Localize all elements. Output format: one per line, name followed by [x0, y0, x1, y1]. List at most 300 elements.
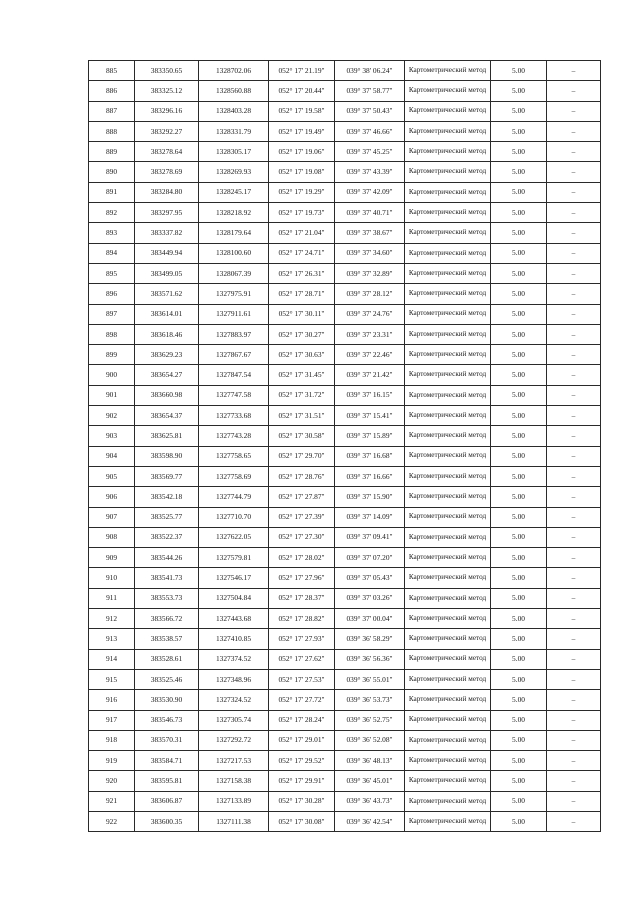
longitude-cell: 039° 37' 24.76" [335, 304, 405, 324]
method-cell: Картометрический метод [405, 385, 491, 405]
point-number-cell: 903 [89, 426, 135, 446]
point-number-cell: 894 [89, 243, 135, 263]
method-cell: Картометрический метод [405, 426, 491, 446]
description-cell: – [547, 121, 601, 141]
latitude-cell: 052° 17' 31.72" [269, 385, 335, 405]
method-cell: Картометрический метод [405, 669, 491, 689]
y-coordinate-cell: 1328179.64 [199, 223, 269, 243]
x-coordinate-cell: 383625.81 [135, 426, 199, 446]
accuracy-cell: 5.00 [491, 406, 547, 426]
point-number-cell: 908 [89, 527, 135, 547]
table-row [89, 548, 601, 568]
table-row [89, 304, 601, 324]
table-row [89, 466, 601, 486]
table-row [89, 203, 601, 223]
longitude-cell: 039° 37' 28.12" [335, 284, 405, 304]
x-coordinate-cell: 383544.26 [135, 548, 199, 568]
accuracy-cell: 5.00 [491, 142, 547, 162]
point-number-cell: 907 [89, 507, 135, 527]
method-cell: Картометрический метод [405, 487, 491, 507]
longitude-cell: 039° 37' 38.67" [335, 223, 405, 243]
y-coordinate-cell: 1327622.05 [199, 527, 269, 547]
x-coordinate-cell: 383584.71 [135, 751, 199, 771]
point-number-cell: 909 [89, 548, 135, 568]
accuracy-cell: 5.00 [491, 588, 547, 608]
y-coordinate-cell: 1328100.60 [199, 243, 269, 263]
longitude-cell: 039° 36' 56.36" [335, 649, 405, 669]
point-number-cell: 921 [89, 791, 135, 811]
point-number-cell: 887 [89, 101, 135, 121]
point-number-cell: 904 [89, 446, 135, 466]
point-number-cell: 901 [89, 385, 135, 405]
latitude-cell: 052° 17' 27.93" [269, 629, 335, 649]
table-row [89, 385, 601, 405]
table-row [89, 730, 601, 750]
latitude-cell: 052° 17' 28.82" [269, 609, 335, 629]
accuracy-cell: 5.00 [491, 568, 547, 588]
y-coordinate-cell: 1327883.97 [199, 324, 269, 344]
accuracy-cell: 5.00 [491, 324, 547, 344]
method-cell: Картометрический метод [405, 527, 491, 547]
method-cell: Картометрический метод [405, 710, 491, 730]
latitude-cell: 052° 17' 27.30" [269, 527, 335, 547]
description-cell: – [547, 548, 601, 568]
y-coordinate-cell: 1327305.74 [199, 710, 269, 730]
description-cell: – [547, 345, 601, 365]
y-coordinate-cell: 1328245.17 [199, 182, 269, 202]
y-coordinate-cell: 1327217.53 [199, 751, 269, 771]
y-coordinate-cell: 1327758.65 [199, 446, 269, 466]
y-coordinate-cell: 1327747.58 [199, 385, 269, 405]
description-cell: – [547, 81, 601, 101]
description-cell: – [547, 304, 601, 324]
latitude-cell: 052° 17' 19.29" [269, 182, 335, 202]
longitude-cell: 039° 37' 16.66" [335, 466, 405, 486]
y-coordinate-cell: 1327410.85 [199, 629, 269, 649]
accuracy-cell: 5.00 [491, 690, 547, 710]
x-coordinate-cell: 383566.72 [135, 609, 199, 629]
description-cell: – [547, 649, 601, 669]
latitude-cell: 052° 17' 28.37" [269, 588, 335, 608]
point-number-cell: 911 [89, 588, 135, 608]
point-number-cell: 892 [89, 203, 135, 223]
table-row [89, 182, 601, 202]
method-cell: Картометрический метод [405, 446, 491, 466]
latitude-cell: 052° 17' 19.06" [269, 142, 335, 162]
longitude-cell: 039° 36' 42.54" [335, 811, 405, 831]
y-coordinate-cell: 1327847.54 [199, 365, 269, 385]
table-row [89, 446, 601, 466]
accuracy-cell: 5.00 [491, 771, 547, 791]
table-row [89, 121, 601, 141]
table-row [89, 223, 601, 243]
y-coordinate-cell: 1327504.84 [199, 588, 269, 608]
latitude-cell: 052° 17' 26.31" [269, 263, 335, 283]
table-row [89, 629, 601, 649]
table-row [89, 669, 601, 689]
point-number-cell: 888 [89, 121, 135, 141]
latitude-cell: 052° 17' 27.87" [269, 487, 335, 507]
method-cell: Картометрический метод [405, 81, 491, 101]
latitude-cell: 052° 17' 29.01" [269, 730, 335, 750]
description-cell: – [547, 61, 601, 81]
method-cell: Картометрический метод [405, 507, 491, 527]
method-cell: Картометрический метод [405, 811, 491, 831]
latitude-cell: 052° 17' 19.58" [269, 101, 335, 121]
method-cell: Картометрический метод [405, 324, 491, 344]
latitude-cell: 052° 17' 27.53" [269, 669, 335, 689]
table-row [89, 649, 601, 669]
table-row [89, 507, 601, 527]
y-coordinate-cell: 1327911.61 [199, 304, 269, 324]
method-cell: Картометрический метод [405, 365, 491, 385]
method-cell: Картометрический метод [405, 466, 491, 486]
method-cell: Картометрический метод [405, 649, 491, 669]
x-coordinate-cell: 383660.98 [135, 385, 199, 405]
x-coordinate-cell: 383546.73 [135, 710, 199, 730]
point-number-cell: 916 [89, 690, 135, 710]
x-coordinate-cell: 383528.61 [135, 649, 199, 669]
latitude-cell: 052° 17' 30.58" [269, 426, 335, 446]
x-coordinate-cell: 383571.62 [135, 284, 199, 304]
y-coordinate-cell: 1327443.68 [199, 609, 269, 629]
longitude-cell: 039° 37' 15.89" [335, 426, 405, 446]
y-coordinate-cell: 1328560.88 [199, 81, 269, 101]
method-cell: Картометрический метод [405, 406, 491, 426]
method-cell: Картометрический метод [405, 791, 491, 811]
x-coordinate-cell: 383654.37 [135, 406, 199, 426]
longitude-cell: 039° 36' 48.13" [335, 751, 405, 771]
accuracy-cell: 5.00 [491, 304, 547, 324]
method-cell: Картометрический метод [405, 345, 491, 365]
point-number-cell: 896 [89, 284, 135, 304]
y-coordinate-cell: 1327733.68 [199, 406, 269, 426]
description-cell: – [547, 406, 601, 426]
point-number-cell: 910 [89, 568, 135, 588]
description-cell: – [547, 669, 601, 689]
longitude-cell: 039° 37' 05.43" [335, 568, 405, 588]
x-coordinate-cell: 383525.77 [135, 507, 199, 527]
point-number-cell: 922 [89, 811, 135, 831]
y-coordinate-cell: 1327867.67 [199, 345, 269, 365]
x-coordinate-cell: 383350.65 [135, 61, 199, 81]
point-number-cell: 917 [89, 710, 135, 730]
x-coordinate-cell: 383569.77 [135, 466, 199, 486]
latitude-cell: 052° 17' 27.39" [269, 507, 335, 527]
accuracy-cell: 5.00 [491, 751, 547, 771]
description-cell: – [547, 730, 601, 750]
longitude-cell: 039° 36' 43.73" [335, 791, 405, 811]
latitude-cell: 052° 17' 30.28" [269, 791, 335, 811]
method-cell: Картометрический метод [405, 751, 491, 771]
method-cell: Картометрический метод [405, 730, 491, 750]
x-coordinate-cell: 383530.90 [135, 690, 199, 710]
table-row [89, 406, 601, 426]
description-cell: – [547, 162, 601, 182]
description-cell: – [547, 487, 601, 507]
accuracy-cell: 5.00 [491, 649, 547, 669]
table-row [89, 568, 601, 588]
longitude-cell: 039° 37' 34.60" [335, 243, 405, 263]
accuracy-cell: 5.00 [491, 263, 547, 283]
accuracy-cell: 5.00 [491, 811, 547, 831]
description-cell: – [547, 263, 601, 283]
y-coordinate-cell: 1327758.69 [199, 466, 269, 486]
point-number-cell: 920 [89, 771, 135, 791]
x-coordinate-cell: 383525.46 [135, 669, 199, 689]
table-row [89, 263, 601, 283]
point-number-cell: 915 [89, 669, 135, 689]
method-cell: Картометрический метод [405, 182, 491, 202]
accuracy-cell: 5.00 [491, 385, 547, 405]
table-row [89, 162, 601, 182]
coordinates-table-body [89, 61, 601, 832]
table-row [89, 791, 601, 811]
longitude-cell: 039° 37' 14.09" [335, 507, 405, 527]
method-cell: Картометрический метод [405, 243, 491, 263]
coordinates-table [88, 60, 601, 832]
table-row [89, 324, 601, 344]
accuracy-cell: 5.00 [491, 629, 547, 649]
table-row [89, 690, 601, 710]
accuracy-cell: 5.00 [491, 182, 547, 202]
longitude-cell: 039° 36' 52.75" [335, 710, 405, 730]
description-cell: – [547, 811, 601, 831]
latitude-cell: 052° 17' 27.96" [269, 568, 335, 588]
method-cell: Картометрический метод [405, 548, 491, 568]
point-number-cell: 893 [89, 223, 135, 243]
longitude-cell: 039° 37' 00.04" [335, 609, 405, 629]
table-row [89, 710, 601, 730]
description-cell: – [547, 588, 601, 608]
x-coordinate-cell: 383600.35 [135, 811, 199, 831]
point-number-cell: 912 [89, 609, 135, 629]
accuracy-cell: 5.00 [491, 609, 547, 629]
point-number-cell: 905 [89, 466, 135, 486]
latitude-cell: 052° 17' 31.45" [269, 365, 335, 385]
point-number-cell: 913 [89, 629, 135, 649]
description-cell: – [547, 527, 601, 547]
longitude-cell: 039° 37' 32.89" [335, 263, 405, 283]
description-cell: – [547, 629, 601, 649]
description-cell: – [547, 609, 601, 629]
accuracy-cell: 5.00 [491, 61, 547, 81]
description-cell: – [547, 446, 601, 466]
point-number-cell: 914 [89, 649, 135, 669]
table-row [89, 142, 601, 162]
accuracy-cell: 5.00 [491, 365, 547, 385]
longitude-cell: 039° 36' 55.01" [335, 669, 405, 689]
y-coordinate-cell: 1327975.91 [199, 284, 269, 304]
x-coordinate-cell: 383618.46 [135, 324, 199, 344]
description-cell: – [547, 466, 601, 486]
point-number-cell: 890 [89, 162, 135, 182]
table-row [89, 811, 601, 831]
method-cell: Картометрический метод [405, 588, 491, 608]
x-coordinate-cell: 383296.16 [135, 101, 199, 121]
description-cell: – [547, 791, 601, 811]
description-cell: – [547, 243, 601, 263]
method-cell: Картометрический метод [405, 203, 491, 223]
y-coordinate-cell: 1327374.52 [199, 649, 269, 669]
x-coordinate-cell: 383598.90 [135, 446, 199, 466]
y-coordinate-cell: 1327292.72 [199, 730, 269, 750]
longitude-cell: 039° 37' 07.20" [335, 548, 405, 568]
table-row [89, 101, 601, 121]
y-coordinate-cell: 1328067.39 [199, 263, 269, 283]
longitude-cell: 039° 37' 15.90" [335, 487, 405, 507]
point-number-cell: 885 [89, 61, 135, 81]
y-coordinate-cell: 1328702.06 [199, 61, 269, 81]
method-cell: Картометрический метод [405, 121, 491, 141]
method-cell: Картометрический метод [405, 771, 491, 791]
table-row [89, 527, 601, 547]
accuracy-cell: 5.00 [491, 101, 547, 121]
table-row [89, 243, 601, 263]
table-row [89, 487, 601, 507]
point-number-cell: 899 [89, 345, 135, 365]
accuracy-cell: 5.00 [491, 669, 547, 689]
x-coordinate-cell: 383278.64 [135, 142, 199, 162]
y-coordinate-cell: 1327158.38 [199, 771, 269, 791]
point-number-cell: 889 [89, 142, 135, 162]
longitude-cell: 039° 37' 03.26" [335, 588, 405, 608]
longitude-cell: 039° 36' 52.08" [335, 730, 405, 750]
longitude-cell: 039° 37' 40.71" [335, 203, 405, 223]
point-number-cell: 895 [89, 263, 135, 283]
longitude-cell: 039° 37' 50.43" [335, 101, 405, 121]
accuracy-cell: 5.00 [491, 426, 547, 446]
longitude-cell: 039° 37' 42.09" [335, 182, 405, 202]
latitude-cell: 052° 17' 19.49" [269, 121, 335, 141]
description-cell: – [547, 101, 601, 121]
latitude-cell: 052° 17' 28.76" [269, 466, 335, 486]
y-coordinate-cell: 1328269.93 [199, 162, 269, 182]
document-page [88, 60, 600, 832]
x-coordinate-cell: 383292.27 [135, 121, 199, 141]
x-coordinate-cell: 383449.94 [135, 243, 199, 263]
y-coordinate-cell: 1328305.17 [199, 142, 269, 162]
description-cell: – [547, 426, 601, 446]
latitude-cell: 052° 17' 29.91" [269, 771, 335, 791]
longitude-cell: 039° 37' 22.46" [335, 345, 405, 365]
longitude-cell: 039° 37' 43.39" [335, 162, 405, 182]
y-coordinate-cell: 1327743.28 [199, 426, 269, 446]
x-coordinate-cell: 383337.82 [135, 223, 199, 243]
longitude-cell: 039° 36' 53.73" [335, 690, 405, 710]
description-cell: – [547, 385, 601, 405]
longitude-cell: 039° 37' 16.68" [335, 446, 405, 466]
latitude-cell: 052° 17' 27.72" [269, 690, 335, 710]
method-cell: Картометрический метод [405, 162, 491, 182]
accuracy-cell: 5.00 [491, 487, 547, 507]
accuracy-cell: 5.00 [491, 548, 547, 568]
accuracy-cell: 5.00 [491, 791, 547, 811]
y-coordinate-cell: 1328218.92 [199, 203, 269, 223]
x-coordinate-cell: 383595.81 [135, 771, 199, 791]
x-coordinate-cell: 383278.69 [135, 162, 199, 182]
point-number-cell: 906 [89, 487, 135, 507]
y-coordinate-cell: 1328331.79 [199, 121, 269, 141]
point-number-cell: 886 [89, 81, 135, 101]
latitude-cell: 052° 17' 28.02" [269, 548, 335, 568]
method-cell: Картометрический метод [405, 142, 491, 162]
x-coordinate-cell: 383553.73 [135, 588, 199, 608]
accuracy-cell: 5.00 [491, 121, 547, 141]
x-coordinate-cell: 383538.57 [135, 629, 199, 649]
y-coordinate-cell: 1328403.28 [199, 101, 269, 121]
method-cell: Картометрический метод [405, 609, 491, 629]
description-cell: – [547, 568, 601, 588]
description-cell: – [547, 710, 601, 730]
point-number-cell: 891 [89, 182, 135, 202]
description-cell: – [547, 751, 601, 771]
description-cell: – [547, 223, 601, 243]
accuracy-cell: 5.00 [491, 203, 547, 223]
accuracy-cell: 5.00 [491, 710, 547, 730]
table-row [89, 426, 601, 446]
y-coordinate-cell: 1327579.81 [199, 548, 269, 568]
longitude-cell: 039° 38' 06.24" [335, 61, 405, 81]
method-cell: Картометрический метод [405, 223, 491, 243]
method-cell: Картометрический метод [405, 284, 491, 304]
description-cell: – [547, 690, 601, 710]
latitude-cell: 052° 17' 30.63" [269, 345, 335, 365]
longitude-cell: 039° 37' 23.31" [335, 324, 405, 344]
method-cell: Картометрический метод [405, 263, 491, 283]
table-row [89, 61, 601, 81]
accuracy-cell: 5.00 [491, 162, 547, 182]
longitude-cell: 039° 37' 09.41" [335, 527, 405, 547]
accuracy-cell: 5.00 [491, 466, 547, 486]
accuracy-cell: 5.00 [491, 223, 547, 243]
latitude-cell: 052° 17' 21.19" [269, 61, 335, 81]
description-cell: – [547, 203, 601, 223]
longitude-cell: 039° 37' 46.66" [335, 121, 405, 141]
method-cell: Картометрический метод [405, 629, 491, 649]
description-cell: – [547, 771, 601, 791]
latitude-cell: 052° 17' 19.08" [269, 162, 335, 182]
table-row [89, 284, 601, 304]
point-number-cell: 919 [89, 751, 135, 771]
method-cell: Картометрический метод [405, 61, 491, 81]
longitude-cell: 039° 37' 15.41" [335, 406, 405, 426]
accuracy-cell: 5.00 [491, 284, 547, 304]
x-coordinate-cell: 383614.01 [135, 304, 199, 324]
x-coordinate-cell: 383297.95 [135, 203, 199, 223]
method-cell: Картометрический метод [405, 101, 491, 121]
point-number-cell: 898 [89, 324, 135, 344]
description-cell: – [547, 507, 601, 527]
accuracy-cell: 5.00 [491, 446, 547, 466]
table-row [89, 345, 601, 365]
x-coordinate-cell: 383541.73 [135, 568, 199, 588]
latitude-cell: 052° 17' 24.71" [269, 243, 335, 263]
accuracy-cell: 5.00 [491, 81, 547, 101]
longitude-cell: 039° 37' 58.77" [335, 81, 405, 101]
latitude-cell: 052° 17' 31.51" [269, 406, 335, 426]
latitude-cell: 052° 17' 30.11" [269, 304, 335, 324]
x-coordinate-cell: 383325.12 [135, 81, 199, 101]
latitude-cell: 052° 17' 27.62" [269, 649, 335, 669]
table-row [89, 609, 601, 629]
accuracy-cell: 5.00 [491, 730, 547, 750]
table-row [89, 365, 601, 385]
method-cell: Картометрический метод [405, 568, 491, 588]
method-cell: Картометрический метод [405, 690, 491, 710]
description-cell: – [547, 182, 601, 202]
latitude-cell: 052° 17' 30.08" [269, 811, 335, 831]
